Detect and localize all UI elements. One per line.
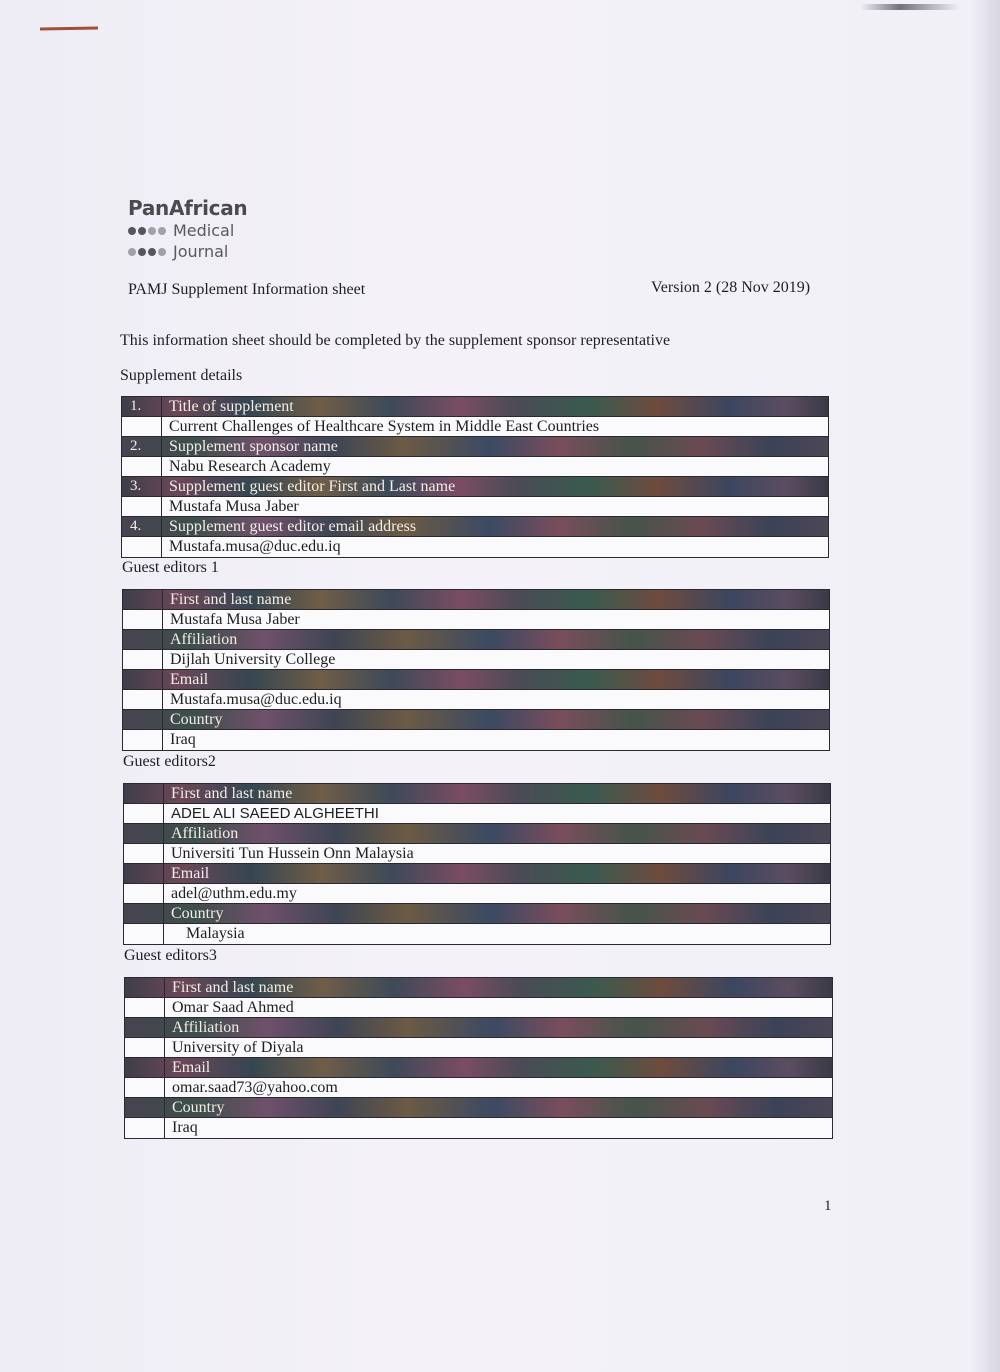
- guest-editor-1-table: [122, 589, 830, 751]
- field-value: University of Diyala: [172, 1039, 304, 1056]
- logo-dots-icon: [128, 227, 167, 235]
- table-row: [123, 610, 829, 630]
- version-label: Version 2 (28 Nov 2019): [651, 279, 811, 296]
- field-value: Dijlah University College: [170, 651, 336, 668]
- field-label: Supplement guest editor email address: [169, 518, 417, 535]
- field-value: ADEL ALI SAEED ALGHEETHI: [171, 805, 379, 822]
- row-number: 1.: [122, 397, 162, 416]
- table-row: [122, 537, 828, 557]
- field-value: Iraq: [172, 1119, 198, 1136]
- field-value: Mustafa.musa@duc.edu.iq: [170, 691, 342, 708]
- field-value: Iraq: [170, 731, 196, 748]
- table-row: [122, 497, 828, 517]
- guest-editor-email-value: Mustafa.musa@duc.edu.iq: [169, 538, 341, 555]
- logo-title: PanAfrican: [128, 196, 248, 220]
- table-row: [123, 710, 829, 730]
- field-value: Universiti Tun Hussein Onn Malaysia: [171, 845, 414, 862]
- field-label: Email: [172, 1059, 211, 1076]
- table-row: [125, 978, 832, 998]
- table-row: [122, 477, 828, 497]
- field-label: Country: [172, 1099, 225, 1116]
- table-row: [125, 1058, 832, 1078]
- field-label: Email: [170, 671, 209, 688]
- table-row: [125, 1018, 832, 1038]
- field-label: Affiliation: [171, 825, 239, 842]
- field-label: First and last name: [171, 785, 293, 802]
- intro-text: This information sheet should be completed by the supplement sponsor representative: [120, 332, 671, 349]
- table-row: [123, 650, 829, 670]
- table-row: [122, 457, 828, 477]
- field-label: Title of supplement: [169, 398, 294, 415]
- table-row: [123, 630, 829, 650]
- pamj-logo: [128, 196, 247, 262]
- table-row: [124, 844, 830, 864]
- table-row: [122, 417, 828, 437]
- guest-editor-name-value: Mustafa Musa Jaber: [169, 498, 299, 515]
- guest-editor-2-table: [123, 783, 831, 945]
- field-value: Malaysia: [186, 925, 245, 942]
- page-edge-shadow: [970, 0, 1000, 1372]
- table-row: [124, 864, 830, 884]
- table-row: [123, 590, 829, 610]
- sheet-title: PAMJ Supplement Information sheet: [128, 281, 366, 298]
- logo-line-medical: Medical: [173, 221, 235, 240]
- table-row: [123, 730, 829, 750]
- field-value: Omar Saad Ahmed: [172, 999, 294, 1016]
- table-row: [125, 998, 832, 1018]
- table-row: [125, 1098, 832, 1118]
- table-row: [122, 437, 828, 457]
- table-row: [124, 884, 830, 904]
- field-label: Email: [171, 865, 210, 882]
- row-number: 3.: [122, 477, 162, 496]
- field-label: Supplement sponsor name: [169, 438, 338, 455]
- field-label: Affiliation: [170, 631, 238, 648]
- field-label: First and last name: [172, 979, 294, 996]
- field-label: First and last name: [170, 591, 292, 608]
- guest-editors-2-heading: Guest editors2: [123, 753, 216, 770]
- sponsor-name-value: Nabu Research Academy: [169, 458, 331, 475]
- field-value: omar.saad73@yahoo.com: [172, 1079, 338, 1096]
- table-row: [124, 904, 830, 924]
- table-row: [124, 924, 830, 944]
- field-label: Affiliation: [172, 1019, 240, 1036]
- section-label: Supplement details: [120, 367, 243, 384]
- guest-editors-3-heading: Guest editors3: [124, 947, 217, 964]
- table-row: [124, 804, 830, 824]
- table-row: [123, 670, 829, 690]
- scan-smudge: [860, 4, 960, 10]
- field-label: Country: [170, 711, 223, 728]
- table-row: [124, 824, 830, 844]
- supplement-title-value: Current Challenges of Healthcare System in Middle East Countries: [169, 418, 600, 435]
- table-row: [124, 784, 830, 804]
- table-row: [125, 1078, 832, 1098]
- field-label: Supplement guest editor First and Last name: [169, 478, 456, 495]
- row-number: 2.: [122, 437, 162, 456]
- guest-editor-3-table: [124, 977, 833, 1139]
- table-row: [125, 1038, 832, 1058]
- table-row: [123, 690, 829, 710]
- page-number: 1: [824, 1198, 832, 1214]
- logo-dots-icon-2: [128, 248, 167, 256]
- field-label: Country: [171, 905, 224, 922]
- supplement-details-table: [121, 396, 829, 558]
- row-number: 4.: [122, 517, 162, 536]
- red-pen-mark: [40, 26, 98, 30]
- field-value: Mustafa Musa Jaber: [170, 611, 300, 628]
- guest-editors-1-heading: Guest editors 1: [122, 559, 219, 576]
- table-row: [122, 397, 828, 417]
- table-row: [122, 517, 828, 537]
- logo-line-journal: Journal: [173, 242, 229, 261]
- field-value: adel@uthm.edu.my: [171, 885, 297, 902]
- table-row: [125, 1118, 832, 1138]
